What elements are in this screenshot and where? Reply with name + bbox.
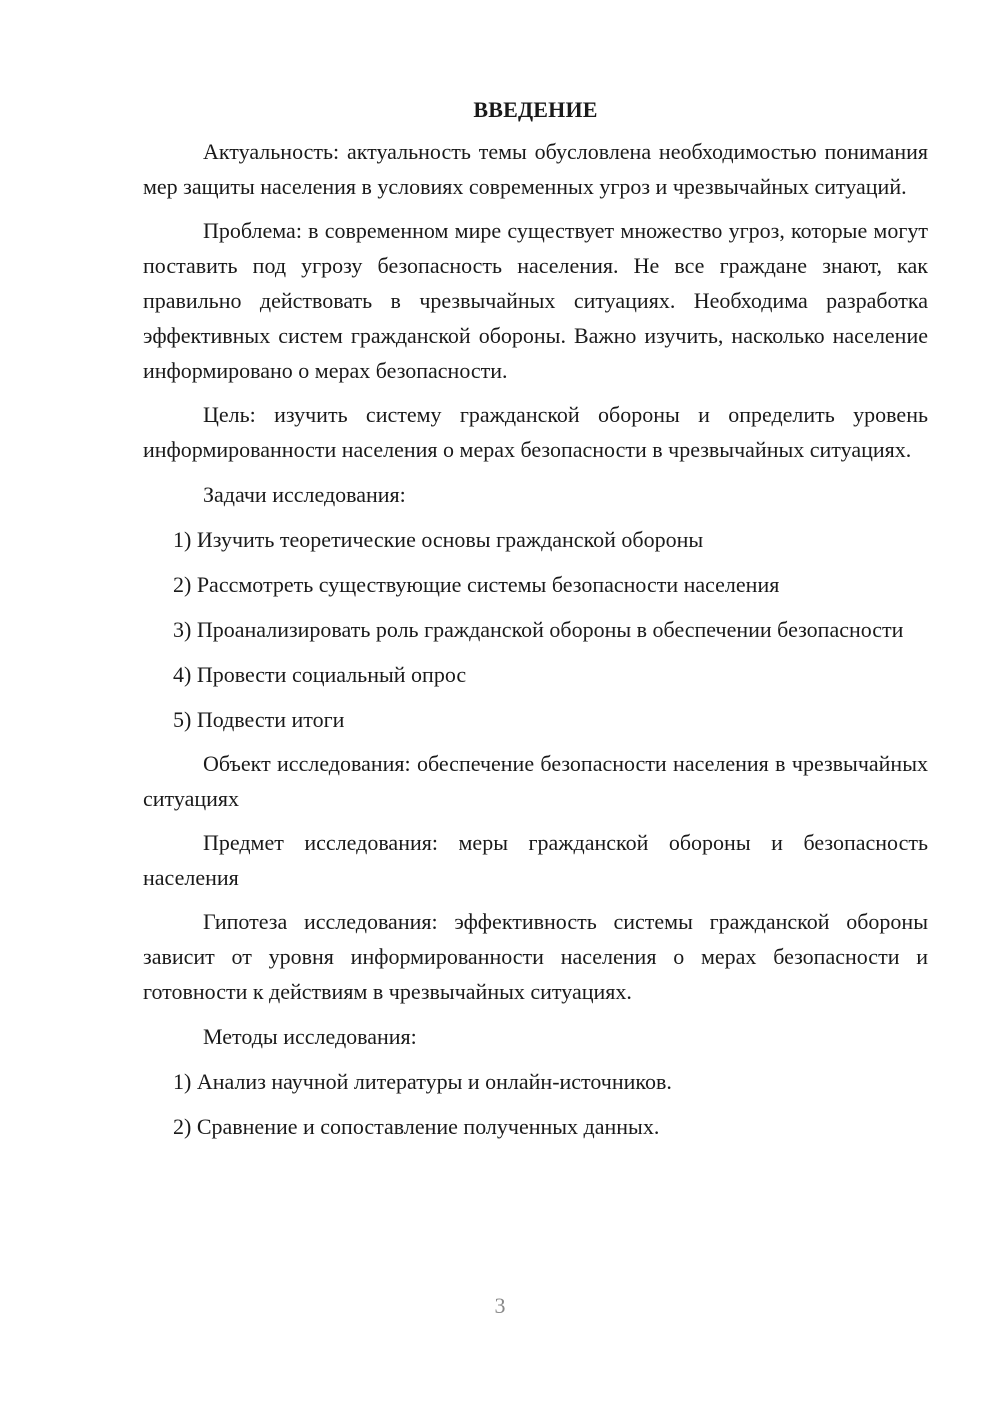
task-item: 2) Рассмотреть существующие системы безопасности населения: [173, 572, 780, 597]
method-item: 2) Сравнение и сопоставление полученных данных.: [173, 1114, 660, 1139]
task-item: 3) Проанализировать роль гражданской обороны в обеспечении безопасности: [173, 617, 904, 642]
object-paragraph: Объект исследования: обеспечение безопасности населения в чрезвычайных ситуациях: [143, 751, 928, 811]
methods-heading: Методы исследования:: [203, 1024, 417, 1049]
relevance-paragraph: Актуальность: актуальность темы обусловлена необходимостью понимания мер защиты населения в условиях современных угроз и чрезвычайных ситуаций.: [143, 139, 928, 199]
tasks-heading: Задачи исследования:: [203, 482, 406, 507]
goal-paragraph: Цель: изучить систему гражданской обороны и определить уровень информированности населения о мерах безопасности в чрезвычайных ситуациях.: [143, 402, 928, 462]
task-item: 4) Провести социальный опрос: [173, 662, 467, 687]
section-title: ВВЕДЕНИЕ: [473, 97, 598, 122]
hypothesis-paragraph: Гипотеза исследования: эффективность системы гражданской обороны зависит от уровня информированности населения о мерах безопасности и готовности к действиям в чрезвычайных ситуациях.: [143, 909, 928, 1004]
page-number: 3: [494, 1293, 506, 1318]
task-item: 1) Изучить теоретические основы гражданской обороны: [173, 527, 704, 552]
method-item: 1) Анализ научной литературы и онлайн-источников.: [173, 1069, 672, 1094]
document-page: [143, 92, 928, 1144]
subject-paragraph: Предмет исследования: меры гражданской обороны и безопасность населения: [143, 830, 928, 890]
task-item: 5) Подвести итоги: [173, 707, 345, 732]
problem-paragraph: Проблема: в современном мире существует множество угроз, которые могут поставить под угрозу безопасность населения. Не все граждане знают, как правильно действовать в чрезвычайных ситуациях. Необходима разработка эффективных систем гражданской обороны. Важно изучить, насколько население информировано о мерах безопасности.: [143, 218, 928, 383]
